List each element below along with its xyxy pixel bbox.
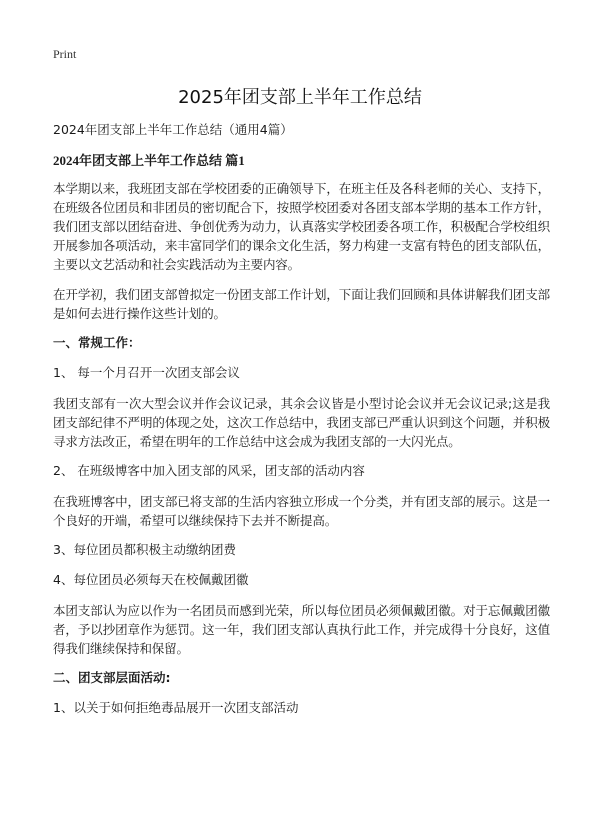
page-title: 2025年团支部上半年工作总结 <box>178 87 422 108</box>
list-item-title: 1、 每一个月召开一次团支部会议 <box>53 365 240 380</box>
section-heading: 2024年团支部上半年工作总结 篇1 <box>53 153 245 168</box>
intro-paragraph: 在开学初，我们团支部曾拟定一份团支部工作计划，下面让我们回顾和具体讲解我们团支部是如何去进行操作这些计划的。 <box>53 287 550 321</box>
list-item-text: 在我班博客中，团支部已将支部的生活内容独立形成一个分类，并有团支部的展示。这是一个良好的开端，希望可以继续保持下去并不断提高。 <box>53 494 550 528</box>
list-item-text: 我团支部有一次大型会议并作会议记录，其余会议皆是小型讨论会议并无会议记录;这是我团支部纪律不严明的体现之处，这次工作总结中，我团支部已严重认识到这个问题，并积极寻求方法改正，希望在明年的工作总结中这会成为我团支部的一大闪光点。 <box>53 396 550 449</box>
list-item-title: 4、每位团员必须每天在校佩戴团徽 <box>53 572 249 587</box>
list-item-text: 本团支部认为应以作为一名团员而感到光荣，所以每位团员必须佩戴团徽。对于忘佩戴团徽者，予以抄团章作为惩罚。这一年，我们团支部认真执行此工作，并完成得十分良好，这值得我们继续保持和保留。 <box>53 603 550 656</box>
list-item-title: 1、以关于如何拒绝毒品展开一次团支部活动 <box>53 700 299 715</box>
list-item-title: 2、 在班级博客中加入团支部的风采，团支部的活动内容 <box>53 463 365 478</box>
list-item-title: 3、每位团员都积极主动缴纳团费 <box>53 542 236 557</box>
intro-paragraph: 本学期以来，我班团支部在学校团委的正确领导下，在班主任及各科老师的关心、支持下，在班级各位团员和非团员的密切配合下，按照学校团委对各团支部本学期的基本工作方针，我们团支部以团结奋进、争创优秀为动力，认真落实学校团委各项工作，积极配合学校组织开展参加各项活动，来丰富同学们的课余文化生活，努力构建一支富有特色的团支部队伍，主要以文艺活动和社会实践活动为主要内容。 <box>53 181 550 272</box>
print-label[interactable]: Print <box>53 47 77 61</box>
document-subtitle: 2024年团支部上半年工作总结（通用4篇） <box>53 122 293 137</box>
document-body <box>53 121 550 729</box>
part-heading: 一、常规工作： <box>53 335 141 350</box>
part-heading: 二、团支部层面活动: <box>53 670 171 685</box>
